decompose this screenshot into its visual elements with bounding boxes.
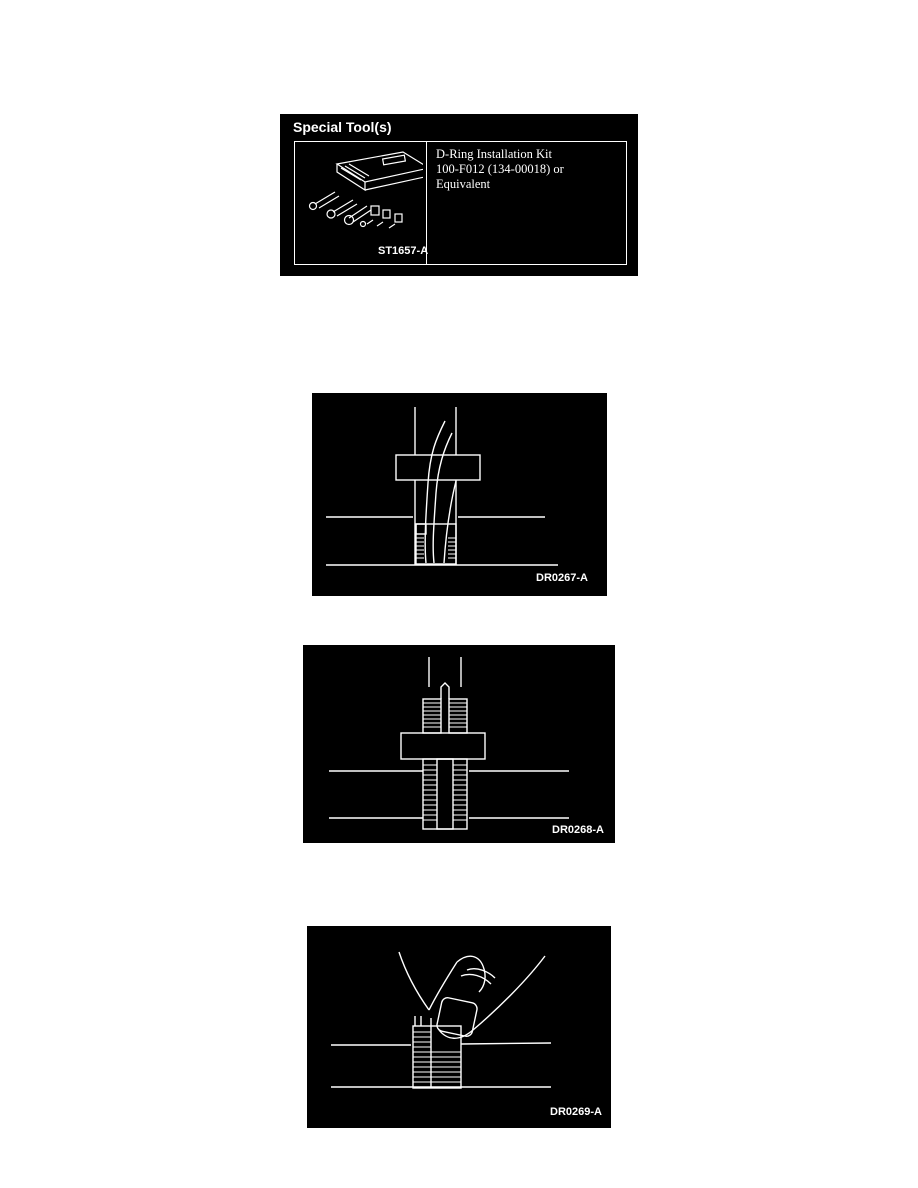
figure-label: DR0268-A xyxy=(552,824,604,836)
special-tools-table xyxy=(294,141,627,265)
figure-dr0267 xyxy=(312,393,607,596)
figure-2-illustration xyxy=(303,645,615,843)
figure-dr0268 xyxy=(303,645,615,843)
tool-kit-illustration xyxy=(301,146,423,238)
special-tools-panel xyxy=(280,114,638,276)
special-tools-title: Special Tool(s) xyxy=(293,119,392,135)
figure-3-illustration xyxy=(307,926,611,1128)
tool-description: D-Ring Installation Kit 100-F012 (134-00018) or Equivalent xyxy=(436,147,564,191)
figure-dr0269 xyxy=(307,926,611,1128)
tool-code: ST1657-A xyxy=(378,245,429,257)
figure-label: DR0269-A xyxy=(550,1106,602,1118)
figure-label: DR0267-A xyxy=(536,572,588,584)
figure-1-illustration xyxy=(312,393,607,596)
